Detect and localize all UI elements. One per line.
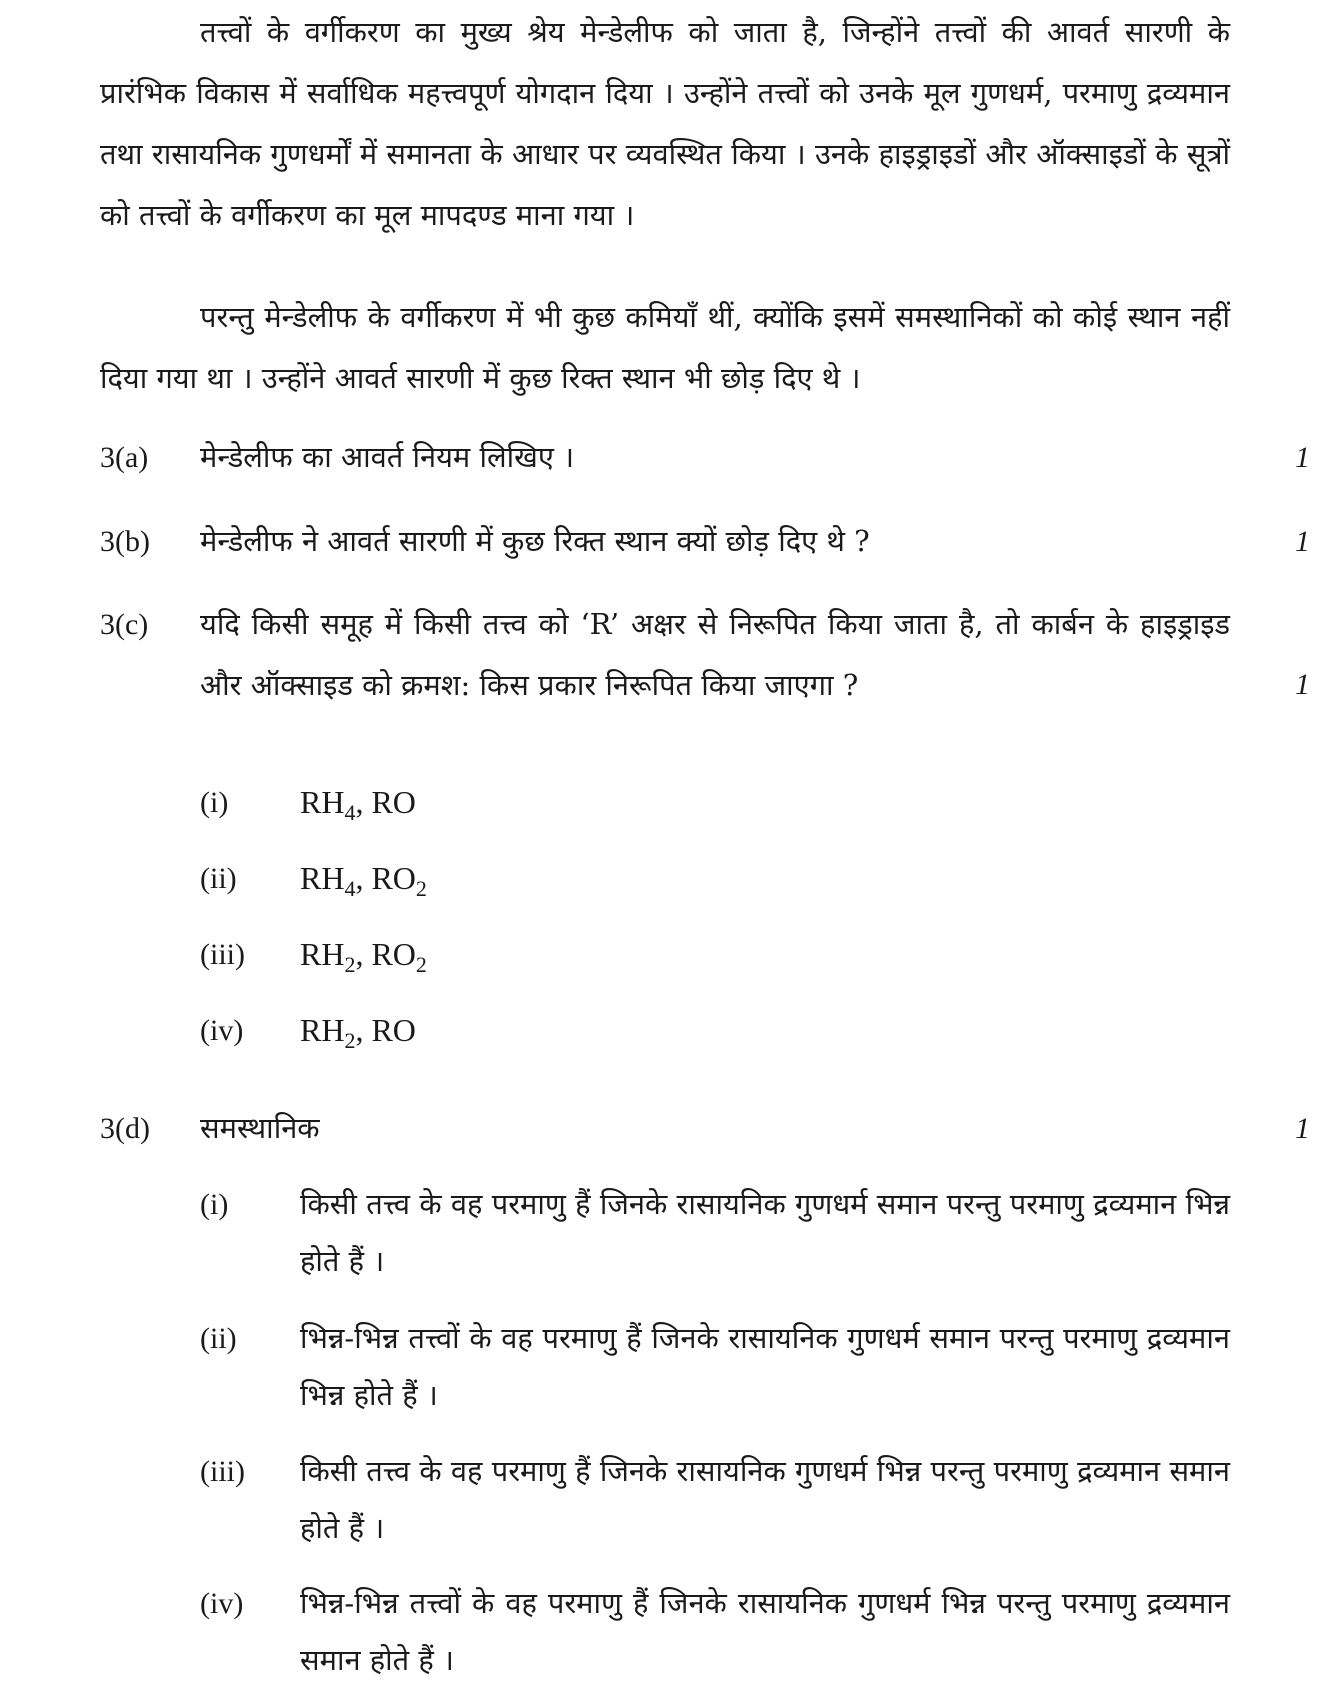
question-number: 3(b) xyxy=(100,525,150,558)
option-formula: $RH_2$, RO xyxy=(300,1012,416,1053)
option-formula: $RH_4$, RO xyxy=(300,784,416,825)
question-text: यदि किसी समूह में किसी तत्त्व को ‘R’ अक्षर से निरूपित किया जाता है, तो कार्बन के हाइड्राइड और ऑक्साइड को क्रमश: किस प्रकार निरूपित किया जाएगा ? xyxy=(200,607,1230,702)
question-text: मेन्डेलीफ ने आवर्त सारणी में कुछ रिक्त स्थान क्यों छोड़ दिए थे ? xyxy=(200,524,870,558)
option-formula: $RH_2$, $RO_2$ xyxy=(300,936,427,977)
option-text: भिन्न-भिन्न तत्त्वों के वह परमाणु हैं जिनके रासायनिक गुणधर्म समान परन्तु परमाणु द्रव्यमान भिन्न होते हैं । xyxy=(300,1321,1230,1412)
passage-paragraph-1: तत्त्वों के वर्गीकरण का मुख्य श्रेय मेन्डेलीफ को जाता है, जिन्होंने तत्त्वों की आवर्त सारणी के प्रारंभिक विकास में सर्वाधिक महत्त्वपूर्ण योगदान दिया । उन्होंने तत्त्वों को उनके मूल गुणधर्म, परमाणु द्रव्यमान तथा रासायनिक गुणधर्मों में समानता के आधार पर व्यवस्थित किया । उनके हाइड्राइडों और ऑक्साइडों के सूत्रों को तत्त्वों के वर्गीकरण का मूल मापदण्ड माना गया । xyxy=(100,15,1230,232)
question-text: मेन्डेलीफ का आवर्त नियम लिखिए । xyxy=(200,440,575,474)
option-label: (ii) xyxy=(200,1322,237,1355)
option-label: (i) xyxy=(200,786,229,819)
question-text: समस्थानिक xyxy=(200,1111,320,1145)
option-text: किसी तत्त्व के वह परमाणु हैं जिनके रासायनिक गुणधर्म समान परन्तु परमाणु द्रव्यमान भिन्न होते हैं । xyxy=(300,1187,1230,1278)
option-label: (iii) xyxy=(200,1455,245,1488)
option-label: (i) xyxy=(200,1188,229,1221)
passage-paragraph-2: परन्तु मेन्डेलीफ के वर्गीकरण में भी कुछ कमियाँ थीं, क्योंकि इसमें समस्थानिकों को कोई स्थान नहीं दिया गया था । उन्होंने आवर्त सारणी में कुछ रिक्त स्थान भी छोड़ दिए थे । xyxy=(100,300,1230,395)
option-text: भिन्न-भिन्न तत्त्वों के वह परमाणु हैं जिनके रासायनिक गुणधर्म भिन्न परन्तु परमाणु द्रव्यमान समान होते हैं । xyxy=(300,1586,1230,1677)
option-label: (iv) xyxy=(200,1014,244,1047)
question-marks: 1 xyxy=(1295,441,1310,474)
question-number: 3(c) xyxy=(100,608,149,641)
question-marks: 1 xyxy=(1295,525,1310,558)
option-label: (iii) xyxy=(200,938,245,971)
option-text: किसी तत्त्व के वह परमाणु हैं जिनके रासायनिक गुणधर्म भिन्न परन्तु परमाणु द्रव्यमान समान होते हैं । xyxy=(300,1454,1230,1545)
option-label: (ii) xyxy=(200,862,237,895)
question-number: 3(a) xyxy=(100,441,149,474)
question-marks: 1 xyxy=(1295,1112,1310,1145)
question-number: 3(d) xyxy=(100,1112,150,1145)
option-formula: $RH_4$, $RO_2$ xyxy=(300,860,427,901)
option-label: (iv) xyxy=(200,1587,244,1620)
question-marks: 1 xyxy=(1295,668,1310,701)
